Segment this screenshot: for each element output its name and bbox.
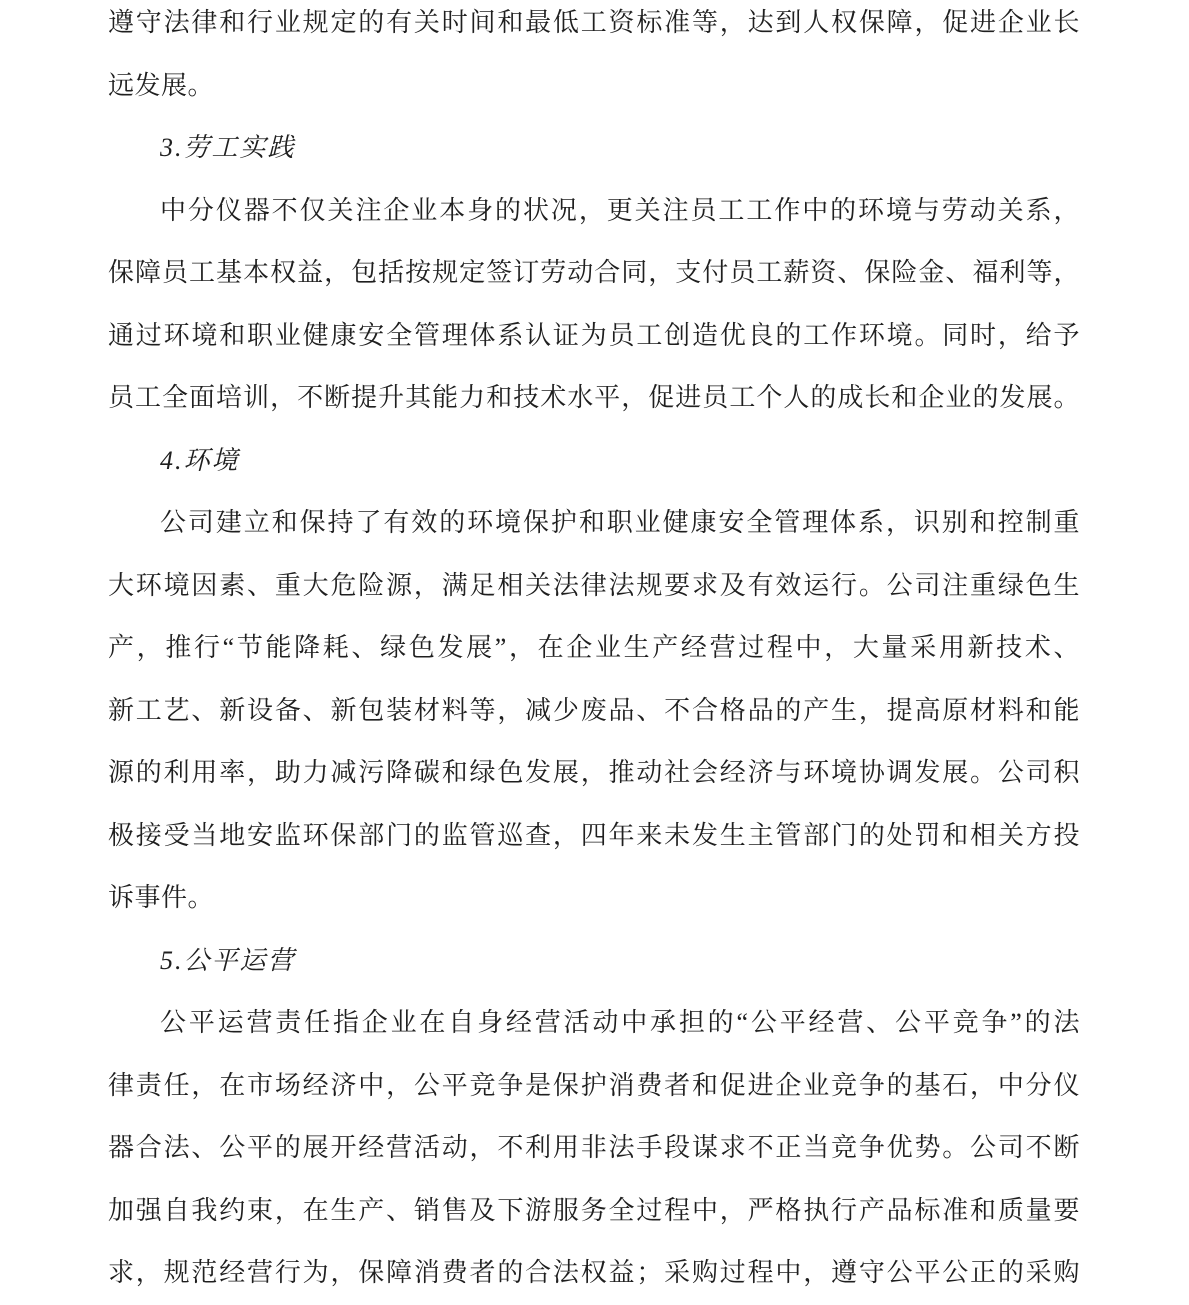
text-line: 源的利用率，助力减污降碳和绿色发展，推动社会经济与环境协调发展。公司积 [108, 758, 1080, 787]
section-heading-labor: 3.劳工实践 [160, 133, 296, 162]
text-line: 求，规范经营行为，保障消费者的合法权益；采购过程中，遵守公平公正的采购 [108, 1258, 1080, 1287]
text-line: 公司建立和保持了有效的环境保护和职业健康安全管理体系，识别和控制重 [160, 508, 1080, 537]
text-line: 大环境因素、重大危险源，满足相关法律法规要求及有效运行。公司注重绿色生 [108, 570, 1080, 600]
document-text-block [108, 0, 1080, 1305]
text-line: 律责任，在市场经济中，公平竞争是保护消费者和促进企业竞争的基石，中分仪 [108, 1070, 1080, 1100]
text-line: 员工全面培训，不断提升其能力和技术水平，促进员工个人的成长和企业的发展。 [108, 383, 1080, 412]
text-line: 中分仪器不仅关注企业本身的状况，更关注员工工作中的环境与劳动关系， [160, 195, 1080, 225]
text-line: 保障员工基本权益，包括按规定签订劳动合同，支付员工薪资、保险金、福利等， [108, 258, 1080, 287]
text-line: 器合法、公平的展开经营活动，不利用非法手段谋求不正当竞争优势。公司不断 [108, 1133, 1080, 1162]
section-heading-environment: 4.环境 [160, 445, 240, 475]
text-line: 诉事件。 [108, 883, 215, 912]
text-line: 公平运营责任指企业在自身经营活动中承担的“公平经营、公平竞争”的法 [160, 1008, 1080, 1037]
text-line: 远发展。 [108, 70, 215, 100]
text-line: 通过环境和职业健康安全管理体系认证为员工创造优良的工作环境。同时，给予 [108, 320, 1080, 350]
text-line: 新工艺、新设备、新包装材料等，减少废品、不合格品的产生，提高原材料和能 [108, 695, 1080, 725]
section-heading-fair-operation: 5.公平运营 [160, 945, 296, 975]
text-line: 加强自我约束，在生产、销售及下游服务全过程中，严格执行产品标准和质量要 [108, 1195, 1080, 1225]
text-line: 极接受当地安监环保部门的监管巡查，四年来未发生主管部门的处罚和相关方投 [108, 820, 1080, 850]
text-line: 遵守法律和行业规定的有关时间和最低工资标准等，达到人权保障，促进企业长 [108, 8, 1080, 37]
text-line: 产，推行“节能降耗、绿色发展”，在企业生产经营过程中，大量采用新技术、 [108, 633, 1080, 662]
